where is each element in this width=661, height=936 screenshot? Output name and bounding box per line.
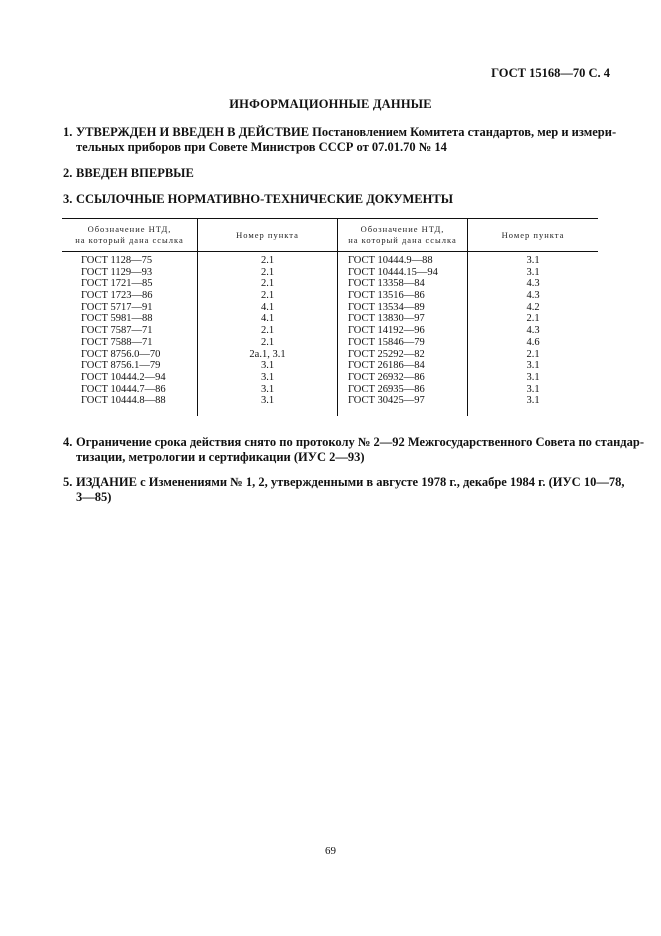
item-introduced <box>63 166 603 181</box>
table-cell: ГОСТ 10444.9—88 <box>348 255 433 266</box>
table-cell: 2.1 <box>260 290 275 302</box>
item-number: 3. <box>63 192 73 206</box>
table-cell: 4.1 <box>260 301 275 313</box>
item-text-line: тизации, метрологии и сертификации (ИУС 2—93) <box>76 450 365 464</box>
item-text-line: ССЫЛОЧНЫЕ НОРМАТИВНО-ТЕХНИЧЕСКИЕ ДОКУМЕНТЫ <box>76 192 453 206</box>
table-cell: ГОСТ 10444.2—94 <box>81 371 166 383</box>
table-cell: 4.3 <box>526 278 540 290</box>
table-cell: ГОСТ 30425—97 <box>348 395 425 407</box>
table-cell: 2.1 <box>260 325 275 337</box>
table-cell: ГОСТ 1723—86 <box>81 290 153 302</box>
column-header-clause: Номер пункта <box>236 229 299 240</box>
table-cell: 2.1 <box>526 348 540 360</box>
table-cell: 3.1 <box>526 266 540 278</box>
column-header-document: Обозначение НТД, на который дана ссылка <box>75 224 184 245</box>
table-cell: ГОСТ 10444.8—88 <box>81 395 166 407</box>
table-cell: 4.3 <box>526 325 540 337</box>
table-cell: 2.1 <box>260 336 275 348</box>
table-cell: ГОСТ 10444.15—94 <box>348 266 438 278</box>
section-title: ИНФОРМАЦИОННЫЕ ДАННЫЕ <box>229 97 432 111</box>
table-cell: ГОСТ 15846—79 <box>348 336 425 348</box>
table-cell: ГОСТ 1129—93 <box>81 266 153 278</box>
item-references <box>63 192 603 207</box>
page-number: 69 <box>325 845 336 857</box>
table-cell: 3.1 <box>526 255 540 266</box>
item-number: 5. <box>63 475 73 489</box>
table-cell: ГОСТ 7588—71 <box>81 336 153 348</box>
table-cell: ГОСТ 8756.1—79 <box>81 360 161 372</box>
table-cell: 4.1 <box>260 313 275 325</box>
table-cell: ГОСТ 5717—91 <box>81 301 153 313</box>
item-text-line: ИЗДАНИЕ с Изменениями № 1, 2, утвержденными в августе 1978 г., декабре 1984 г. (ИУС 10—78, <box>76 475 625 489</box>
column-header-clause: Номер пункта <box>501 229 565 240</box>
table-cell: 2.1 <box>260 255 275 266</box>
item-text-line: Ограничение срока действия снято по протоколу № 2—92 Межгосударственного Совета по стандар- <box>76 435 644 449</box>
table-cell: ГОСТ 7587—71 <box>81 325 153 337</box>
table-cell: ГОСТ 5981—88 <box>81 313 153 325</box>
item-number: 4. <box>63 435 73 449</box>
item-approval <box>63 125 617 155</box>
references-table <box>62 218 598 416</box>
table-cell: 2.1 <box>260 266 275 278</box>
item-number: 1. <box>63 125 73 139</box>
table-top-rule <box>62 218 598 219</box>
table-cell: ГОСТ 8756.0—70 <box>81 348 161 360</box>
column-header-document: Обозначение НТД, на который дана ссылка <box>348 224 457 245</box>
table-cell: 2.1 <box>260 278 275 290</box>
table-cell: 3.1 <box>526 360 540 372</box>
table-cell: 3.1 <box>526 383 540 395</box>
table-cell: ГОСТ 1721—85 <box>81 278 153 290</box>
table-cell: 2а.1, 3.1 <box>249 348 286 360</box>
table-cell: ГОСТ 25292—82 <box>348 348 425 360</box>
item-validity <box>63 435 644 465</box>
table-header-rule <box>62 251 598 252</box>
table-cell: 4.2 <box>526 301 540 313</box>
table-cell: 3.1 <box>526 395 540 407</box>
table-cell: 2.1 <box>526 313 540 325</box>
table-cell: ГОСТ 26186—84 <box>348 360 425 372</box>
table-cell: ГОСТ 10444.7—86 <box>81 383 166 395</box>
item-text-line: 3—85) <box>76 490 112 504</box>
column-clauses-right <box>468 255 598 407</box>
table-cell: ГОСТ 14192—96 <box>348 325 425 337</box>
item-number: 2. <box>63 166 73 180</box>
item-text-line: тельных приборов при Совете Министров СССР от 07.01.70 № 14 <box>76 140 447 154</box>
table-cell: ГОСТ 13830—97 <box>348 313 425 325</box>
column-clauses-left <box>198 255 337 407</box>
table-cell: 4.6 <box>526 336 540 348</box>
table-cell: 4.3 <box>526 290 540 302</box>
table-cell: ГОСТ 13516—86 <box>348 290 425 302</box>
item-edition <box>63 475 625 505</box>
table-cell: 3.1 <box>526 371 540 383</box>
table-cell: ГОСТ 26935—86 <box>348 383 425 395</box>
column-documents-left <box>81 255 166 407</box>
item-text-line: УТВЕРЖДЕН И ВВЕДЕН В ДЕЙСТВИЕ Постановлением Комитета стандартов, мер и измери- <box>76 125 617 139</box>
column-documents-right <box>348 255 438 407</box>
document-reference: ГОСТ 15168—70 С. 4 <box>491 66 610 80</box>
table-cell: 3.1 <box>260 371 275 383</box>
item-text-line: ВВЕДЕН ВПЕРВЫЕ <box>76 166 194 180</box>
table-cell: 3.1 <box>260 395 275 407</box>
table-cell: 3.1 <box>260 360 275 372</box>
table-cell: ГОСТ 13534—89 <box>348 301 425 313</box>
table-cell: ГОСТ 13358—84 <box>348 278 425 290</box>
table-cell: ГОСТ 1128—75 <box>81 255 153 266</box>
table-cell: 3.1 <box>260 383 275 395</box>
table-cell: ГОСТ 26932—86 <box>348 371 425 383</box>
